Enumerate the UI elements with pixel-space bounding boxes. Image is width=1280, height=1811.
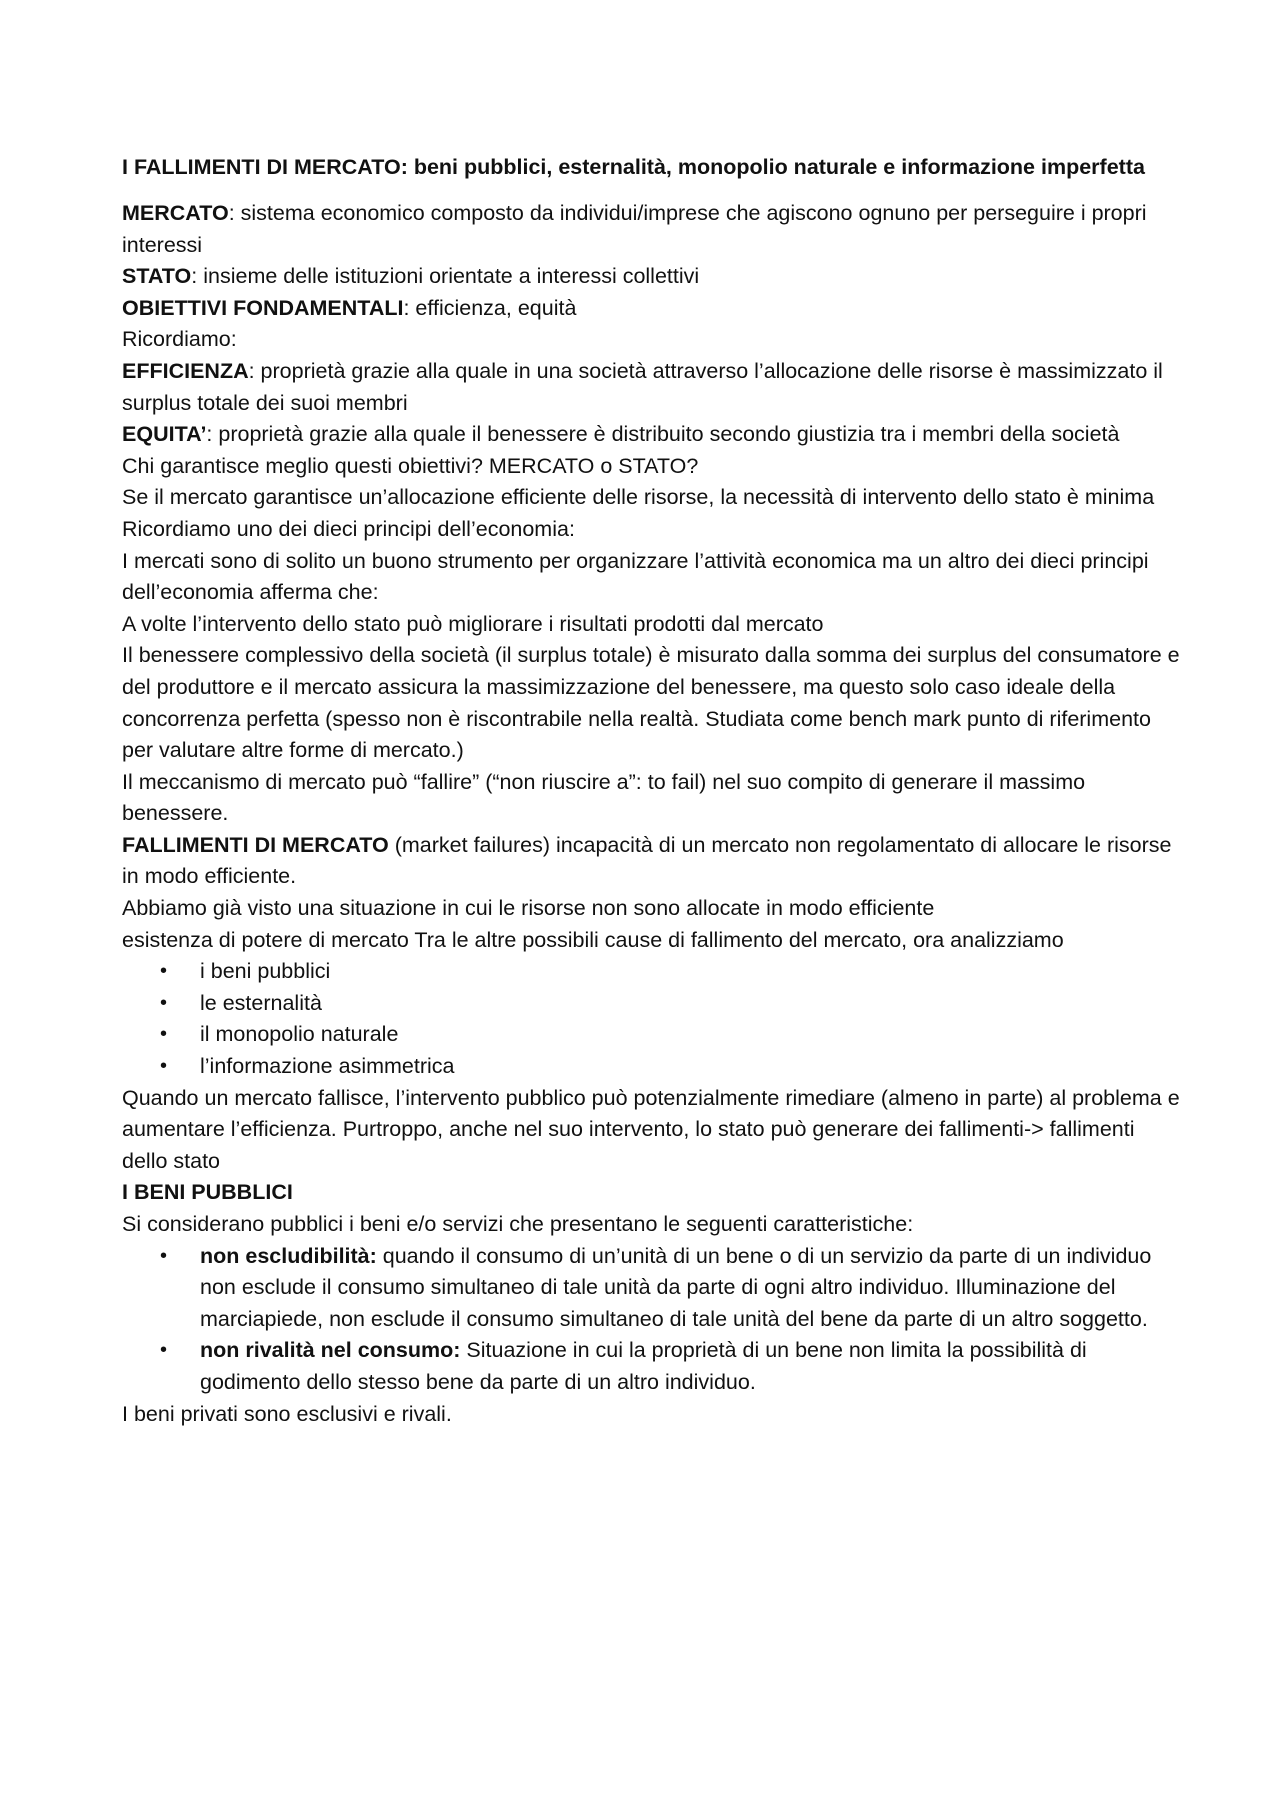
paragraph: Si considerano pubblici i beni e/o servizi che presentano le seguenti caratteristiche: [122,1212,914,1236]
characteristic-term: non escludibilità: [200,1243,377,1268]
section-heading-beni-pubblici: I BENI PUBBLICI [122,1180,293,1205]
definition-stato [122,261,1182,293]
paragraph: Il meccanismo di mercato può “fallire” (“non riuscire a”: to fail) nel suo compito di generare il massimo benessere. [122,769,1086,826]
text-stato: : insieme delle istituzioni orientate a interessi collettivi [191,264,700,289]
list-item: • l’informazione asimmetrica [200,1051,1182,1083]
definition-obiettivi [122,293,1182,325]
document-title: I FALLIMENTI DI MERCATO: beni pubblici, esternalità, monopolio naturale e informazione imperfetta [122,155,1145,179]
term-obiettivi: OBIETTIVI FONDAMENTALI [122,295,404,320]
list-item: • il monopolio naturale [200,1019,1182,1051]
document-page [122,150,1182,1430]
paragraph: Quando un mercato fallisce, l’intervento pubblico può potenzialmente rimediare (almeno in parte) al problema e aumentare l’efficienza. Purtroppo, anche nel suo intervento, lo stato può generare dei fallimenti-> fallimenti dello stato [122,1085,1180,1173]
closing-line: I beni privati sono esclusivi e rivali. [122,1401,452,1426]
list-item: • le esternalità [200,988,1182,1020]
paragraph: Il benessere complessivo della società (il surplus totale) è misurato dalla somma dei surplus del consumatore e del produttore e il mercato assicura la massimizzazione del benessere, ma questo solo caso ideale della concorrenza perfetta (spesso non è riscontrabile nella realtà. Studiata come bench mark punto di riferimento per valutare altre forme di mercato.) [122,643,1180,763]
term-mercato: MERCATO [122,201,229,225]
paragraph: I mercati sono di solito un buono strumento per organizzare l’attività economica ma un altro dei dieci principi dell’economia afferma che: [122,548,1149,605]
definition-mercato [122,198,1182,261]
text-obiettivi: : efficienza, equità [403,295,577,320]
paragraph: Abbiamo già visto una situazione in cui le risorse non sono allocate in modo efficiente [122,896,935,921]
paragraph: Se il mercato garantisce un’allocazione efficiente delle risorse, la necessità di intervento dello stato è minima [122,485,1155,510]
text-mercato: : sistema economico composto da individui/imprese che agiscono ognuno per perseguire i propri interessi [122,201,1147,257]
characteristics-list [122,1241,1182,1399]
text-fallimenti: (market failures) incapacità di un mercato non regolamentato di allocare le risorse in modo efficiente. [122,832,1172,889]
definition-fallimenti [122,830,1182,893]
term-fallimenti: FALLIMENTI DI MERCATO [122,832,389,857]
characteristic-text: quando il consumo di un’unità di un bene o di un servizio da parte di un individuo non esclude il consumo simultaneo di tale unità da parte di ogni altro individuo. Illuminazione del marciapiede, non esclude il consumo simultaneo di tale unità del bene da parte di un altro soggetto. [200,1243,1152,1331]
paragraph: Ricordiamo uno dei dieci principi dell’economia: [122,516,575,541]
characteristic-term: non rivalità nel consumo: [200,1338,461,1363]
characteristic-text: Situazione in cui la proprietà di un bene non limita la possibilità di godimento dello stesso bene da parte di un altro individuo. [200,1338,1087,1394]
causes-list [122,956,1182,1082]
text-equita: : proprietà grazie alla quale il benessere è distribuito secondo giustizia tra i membri della società [206,422,1120,447]
definition-efficienza [122,356,1182,419]
list-item: • i beni pubblici [200,956,1182,988]
list-item [200,1241,1182,1336]
term-equita: EQUITA’ [122,422,207,447]
list-item [200,1335,1182,1398]
text-efficienza: : proprietà grazie alla quale in una società attraverso l’allocazione delle risorse è massimizzato il surplus totale dei suoi membri [122,358,1163,415]
term-efficienza: EFFICIENZA [122,358,249,383]
paragraph: esistenza di potere di mercato Tra le altre possibili cause di fallimento del mercato, ora analizziamo [122,927,1064,952]
term-stato: STATO [122,264,192,289]
paragraph: Chi garantisce meglio questi obiettivi? MERCATO o STATO? [122,453,699,478]
paragraph: A volte l’intervento dello stato può migliorare i risultati prodotti dal mercato [122,611,824,636]
definition-equita [122,419,1182,451]
ricordiamo-line: Ricordiamo: [122,327,237,352]
